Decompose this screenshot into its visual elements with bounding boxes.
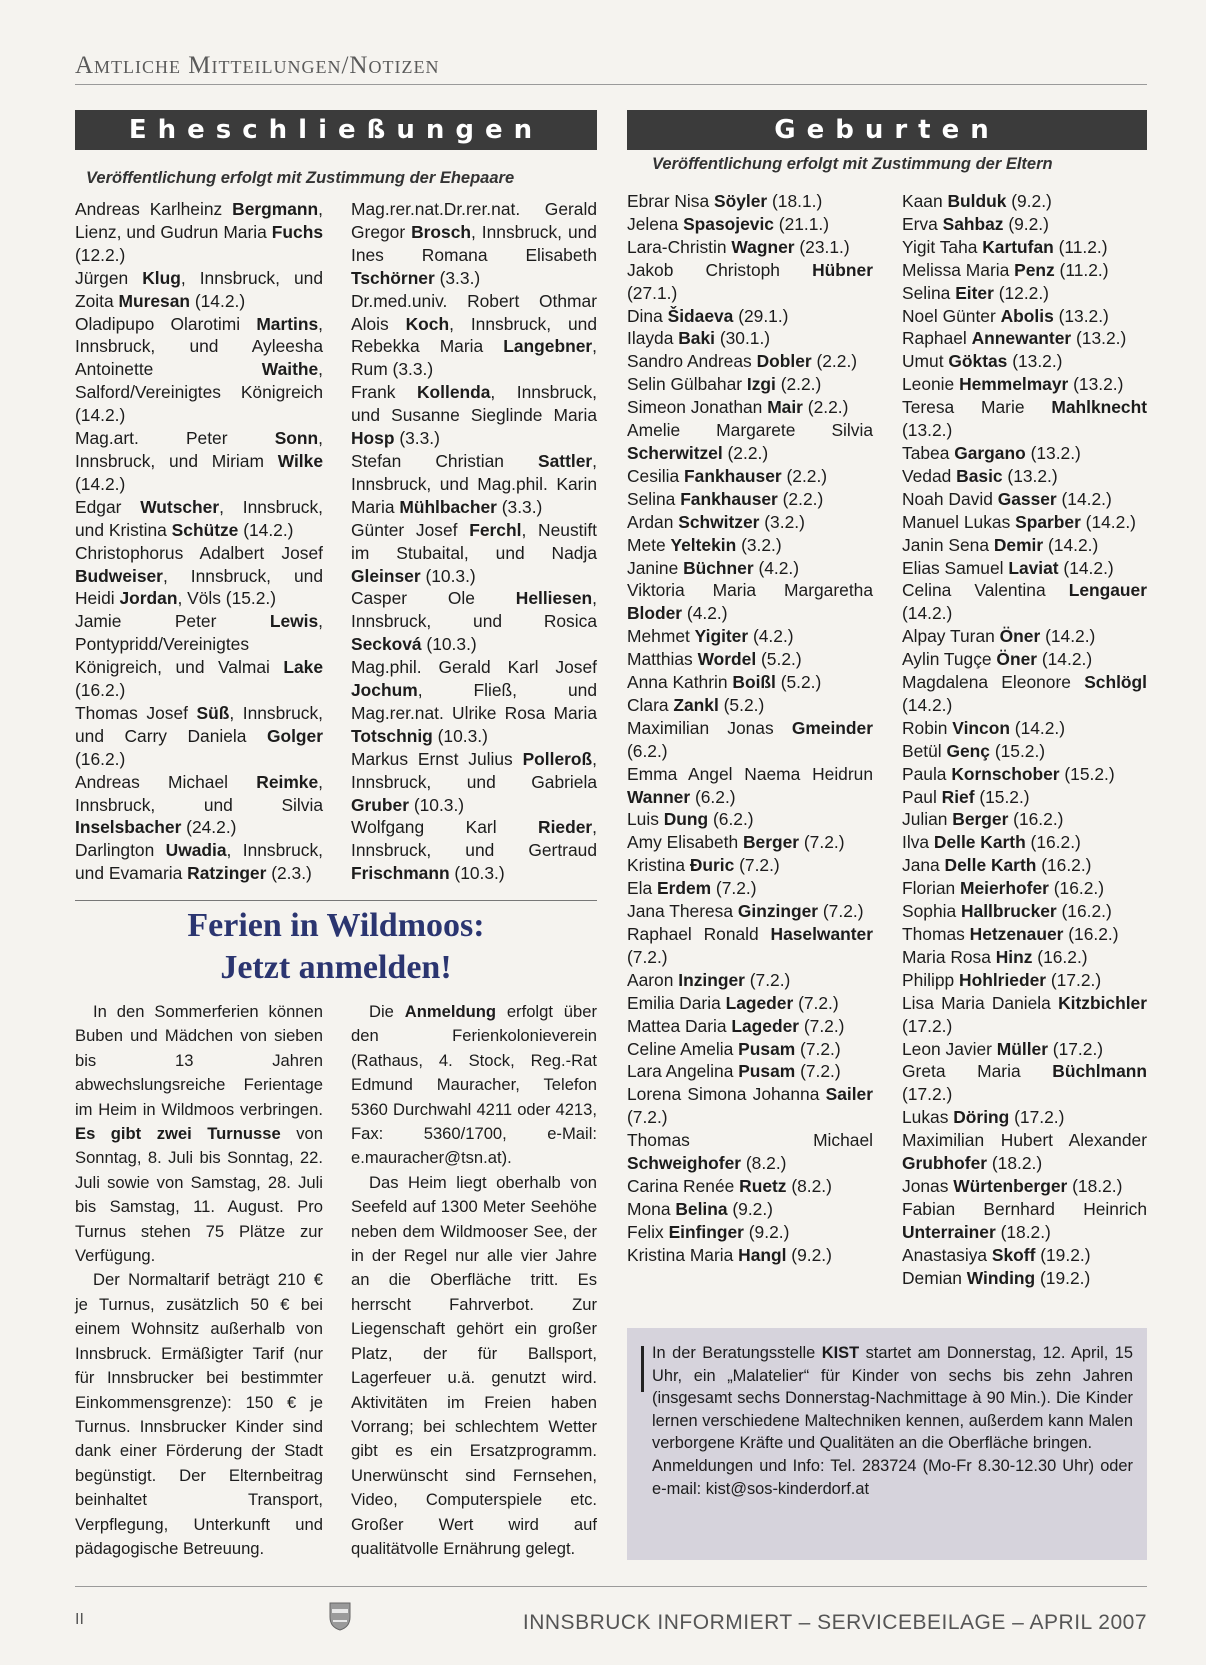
list-entry: Clara Zankl (5.2.) — [627, 694, 765, 715]
list-entry: Noel Günter Abolis (13.2.) — [902, 305, 1109, 326]
list-entry: Aaron Inzinger (7.2.) — [627, 969, 791, 990]
ferien-column-1 — [75, 1000, 323, 1561]
list-entry: Erva Sahbaz (9.2.) — [902, 213, 1049, 234]
list-entry: Thomas Hetzenauer (16.2.) — [902, 924, 1119, 944]
list-entry: Thomas Michael Schweighofer (8.2.) — [627, 1130, 873, 1174]
city-coat-of-arms-icon — [328, 1601, 352, 1631]
list-entry: Casper Ole Helliesen, Innsbruck, und Rosica Secková (10.3.) — [351, 588, 597, 655]
list-entry: Felix Einfinger (9.2.) — [627, 1221, 790, 1242]
list-entry: Mattea Daria Lageder (7.2.) — [627, 1015, 845, 1036]
list-entry: Magdalena Eleonore Schlögl (14.2.) — [902, 672, 1147, 715]
page-header: Amtliche Mitteilungen/Notizen — [75, 52, 1147, 85]
list-entry: Kristina Maria Hangl (9.2.) — [627, 1244, 832, 1265]
marriages-subtitle: Veröffentlichung erfolgt mit Zustimmung der Ehepaare — [86, 169, 515, 187]
list-entry: Simeon Jonathan Mair (2.2.) — [627, 397, 849, 418]
list-entry: Betül Genç (15.2.) — [902, 740, 1046, 761]
list-entry: Robin Vincon (14.2.) — [902, 717, 1066, 738]
publication-title: INNSBRUCK INFORMIERT – SERVICEBEILAGE – APRIL 2007 — [522, 1611, 1147, 1634]
list-entry: Ela Erdem (7.2.) — [627, 878, 757, 899]
list-entry: Maximilian Hubert Alexander Grubhofer (18.2.) — [902, 1130, 1147, 1174]
list-entry: Sophia Hallbrucker (16.2.) — [902, 901, 1112, 922]
list-entry: Celina Valentina Lengauer (14.2.) — [902, 580, 1147, 624]
list-entry: Maximilian Jonas Gmeinder (6.2.) — [627, 717, 873, 761]
marriages-column-1 — [75, 198, 323, 885]
kist-text: In der Beratungsstelle KIST startet am Donnerstag, 12. April, 15 Uhr, ein „Malatelier“ für Kinder von sechs bis zehn Jahren (insgesamt sechs Donnerstag-Nachmittage à 90 Min.). Die Kinder lernen verschiedene Maltechniken kennen, außerdem kann Malen verborgene Kräfte und Qualitäten an die Oberfläche bringen. — [652, 1344, 1133, 1453]
list-entry: Ilayda Baki (30.1.) — [627, 328, 771, 349]
list-entry: Aylin Tugçe Öner (14.2.) — [902, 649, 1093, 670]
list-entry: Cesilia Fankhauser (2.2.) — [627, 465, 828, 486]
list-entry: Matthias Wordel (5.2.) — [627, 649, 802, 670]
list-entry: Vedad Basic (13.2.) — [902, 465, 1058, 486]
list-entry: Ilva Delle Karth (16.2.) — [902, 832, 1081, 853]
list-entry: Emilia Daria Lageder (7.2.) — [627, 992, 839, 1013]
list-entry: Stefan Christian Sattler, Innsbruck, und Mag.phil. Karin Maria Mühlbacher (3.3.) — [351, 450, 597, 517]
list-entry: Oladipupo Olarotimi Martins, Innsbruck, und Ayleesha Antoinette Waithe, Salford/Vereinigtes Königreich (14.2.) — [75, 313, 323, 426]
list-entry: Andreas Karlheinz Bergmann, Lienz, und Gudrun Maria Fuchs (12.2.) — [75, 199, 323, 265]
births-banner: Geburten — [627, 110, 1147, 150]
list-entry: Fabian Bernhard Heinrich Unterrainer (18.2.) — [902, 1198, 1147, 1242]
list-entry: Lisa Maria Daniela Kitzbichler (17.2.) — [902, 992, 1147, 1036]
list-entry: Darlington Uwadia, Innsbruck, und Evamaria Ratzinger (2.3.) — [75, 840, 323, 884]
list-entry: Umut Göktas (13.2.) — [902, 351, 1063, 372]
kist-contact: Anmeldungen und Info: Tel. 283724 (Mo-Fr 8.30-12.30 Uhr) oder e-mail: kist@sos-kinderdorf.at — [652, 1456, 1133, 1498]
ferien-title — [75, 905, 597, 989]
list-entry: Wolfgang Karl Rieder, Innsbruck, und Gertraud Frischmann (10.3.) — [351, 817, 597, 884]
list-entry: Kaan Bulduk (9.2.) — [902, 191, 1052, 211]
list-entry: Raphael Ronald Haselwanter (7.2.) — [627, 924, 873, 967]
list-entry: Die Anmeldung erfolgt über den Ferienkolonieverein (Rathaus, 4. Stock, Reg.-Rat Edmund Mauracher, Telefon 5360 Durchwahl 4211 oder 4213, Fax: 5360/1700, e-Mail: e.mauracher@tsn.at). — [351, 1002, 597, 1168]
list-entry: Leon Javier Müller (17.2.) — [902, 1038, 1104, 1059]
list-entry: Florian Meierhofer (16.2.) — [902, 878, 1104, 899]
list-entry: Elias Samuel Laviat (14.2.) — [902, 557, 1114, 578]
list-entry: Jonas Würtenberger (18.2.) — [902, 1175, 1123, 1196]
list-entry: Amy Elisabeth Berger (7.2.) — [627, 832, 845, 853]
list-entry: Selina Eiter (12.2.) — [902, 282, 1049, 303]
list-entry: Ardan Schwitzer (3.2.) — [627, 511, 805, 532]
list-entry: Edgar Wutscher, Innsbruck, und Kristina Schütze (14.2.) — [75, 496, 323, 540]
marriages-banner: Eheschließungen — [75, 110, 597, 150]
list-entry: Mag.phil. Gerald Karl Josef Jochum, Fließ, und Mag.rer.nat. Ulrike Rosa Maria Totschnig (10.3.) — [351, 657, 597, 746]
list-entry: Mag.rer.nat.Dr.rer.nat. Gerald Gregor Brosch, Innsbruck, und Ines Romana Elisabeth Tschörner (3.3.) — [351, 199, 597, 288]
list-entry: Jürgen Klug, Innsbruck, und Zoita Muresan (14.2.) — [75, 267, 323, 311]
list-entry: Jana Delle Karth (16.2.) — [902, 855, 1092, 876]
list-entry: Der Normaltarif beträgt 210 € je Turnus, zusätzlich 50 € bei einem Wohnsitz außerhalb von Innsbruck. Ermäßigter Tarif (nur für Innsbrucker bei bestimmter Einkommensgrenze): 150 € je Turnus. Innsbrucker Kinder sind dank einer Förderung der Stadt begünstigt. Der Elternbeitrag beinhaltet Transport, Verpflegung, Unterkunft und pädagogische Betreuung. — [75, 1270, 323, 1558]
list-entry: Melissa Maria Penz (11.2.) — [902, 259, 1109, 280]
list-entry: Anna Kathrin Boißl (5.2.) — [627, 672, 822, 693]
list-entry: Carina Renée Ruetz (8.2.) — [627, 1175, 832, 1196]
list-entry: Ebrar Nisa Söyler (18.1.) — [627, 191, 823, 211]
list-entry: Greta Maria Büchlmann (17.2.) — [902, 1061, 1147, 1105]
list-entry: Lukas Döring (17.2.) — [902, 1107, 1065, 1128]
list-entry: Tabea Gargano (13.2.) — [902, 442, 1081, 463]
list-entry: Leonie Hemmelmayr (13.2.) — [902, 374, 1124, 395]
list-entry: Lara-Christin Wagner (23.1.) — [627, 236, 850, 257]
page-number: II — [75, 1611, 84, 1628]
list-entry: Alpay Turan Öner (14.2.) — [902, 626, 1096, 647]
list-entry: Janin Sena Demir (14.2.) — [902, 534, 1099, 555]
list-entry: Dina Šidaeva (29.1.) — [627, 305, 789, 326]
list-entry: Christophorus Adalbert Josef Budweiser, Innsbruck, und Heidi Jordan, Völs (15.2.) — [75, 542, 323, 609]
list-entry: Luis Dung (6.2.) — [627, 809, 754, 830]
list-entry: Günter Josef Ferchl, Neustift im Stubaital, und Nadja Gleinser (10.3.) — [351, 519, 597, 586]
list-entry: Sandro Andreas Dobler (2.2.) — [627, 351, 858, 372]
list-entry: Noah David Gasser (14.2.) — [902, 488, 1112, 509]
list-entry: Philipp Hohlrieder (17.2.) — [902, 969, 1102, 990]
list-entry: Yigit Taha Kartufan (11.2.) — [902, 236, 1108, 257]
list-entry: Mete Yeltekin (3.2.) — [627, 534, 782, 555]
list-entry: Paula Kornschober (15.2.) — [902, 763, 1115, 784]
list-entry: In den Sommerferien können Buben und Mädchen von sieben bis 13 Jahren abwechslungsreiche Ferientage im Heim in Wildmoos verbringen. Es gibt zwei Turnusse von Sonntag, 8. Juli bis Sonntag, 22. Juli sowie von Samstag, 28. Juli bis Samstag, 11. August. Pro Turnus stehen 75 Plätze zur Verfügung. — [75, 1002, 323, 1266]
list-entry: Jana Theresa Ginzinger (7.2.) — [627, 901, 864, 922]
list-entry: Lorena Simona Johanna Sailer (7.2.) — [627, 1084, 873, 1128]
list-entry: Das Heim liegt oberhalb von Seefeld auf 1300 Meter Seehöhe neben dem Wildmooser See, der in der Regel nur alle vier Jahre an die Oberfläche tritt. Es herrscht Fahrverbot. Zur Liegenschaft gehört ein großer Platz, der für Ballsport, Lagerfeuer u.ä. genutzt wird. Aktivitäten im Freien haben Vorrang; bei schlechtem Wetter gibt es ein Ersatzprogramm. Unerwünscht sind Fernsehen, Video, Computerspiele etc. Großer Wert wird auf qualitätvolle Ernährung gelegt. — [351, 1172, 597, 1558]
births-column-1 — [627, 190, 873, 1267]
list-entry: Markus Ernst Julius Polleroß, Innsbruck, und Gabriela Gruber (10.3.) — [351, 748, 597, 815]
list-entry: Julian Berger (16.2.) — [902, 809, 1064, 830]
list-entry: Teresa Marie Mahlknecht (13.2.) — [902, 397, 1147, 441]
list-entry: Janine Büchner (4.2.) — [627, 557, 800, 578]
births-subtitle: Veröffentlichung erfolgt mit Zustimmung der Eltern — [652, 155, 1053, 173]
kist-accent-bar — [641, 1346, 644, 1392]
ferien-column-2 — [351, 1000, 597, 1561]
marriages-column-2 — [351, 198, 597, 885]
article-divider — [75, 900, 597, 901]
list-entry: Jakob Christoph Hübner (27.1.) — [627, 259, 873, 303]
ferien-title-line-1: Ferien in Wildmoos: — [187, 907, 485, 944]
list-entry: Amelie Margarete Silvia Scherwitzel (2.2.) — [627, 420, 873, 463]
list-entry: Frank Kollenda, Innsbruck, und Susanne Sieglinde Maria Hosp (3.3.) — [351, 382, 597, 449]
list-entry: Raphael Annewanter (13.2.) — [902, 328, 1127, 349]
list-entry: Kristina Đuric (7.2.) — [627, 855, 780, 876]
list-entry: Jamie Peter Lewis, Pontypridd/Vereinigtes Königreich, und Valmai Lake (16.2.) — [75, 611, 323, 701]
list-entry: Anastasiya Skoff (19.2.) — [902, 1244, 1091, 1265]
list-entry: Celine Amelia Pusam (7.2.) — [627, 1038, 841, 1059]
kist-info-box — [627, 1328, 1147, 1560]
list-entry: Selina Fankhauser (2.2.) — [627, 488, 824, 509]
list-entry: Mona Belina (9.2.) — [627, 1198, 773, 1219]
list-entry: Emma Angel Naema Heidrun Wanner (6.2.) — [627, 763, 873, 807]
list-entry: Dr.med.univ. Robert Othmar Alois Koch, Innsbruck, und Rebekka Maria Langebner, Rum (3.3.) — [351, 290, 597, 380]
list-entry: Lara Angelina Pusam (7.2.) — [627, 1061, 841, 1082]
list-entry: Manuel Lukas Sparber (14.2.) — [902, 511, 1136, 532]
ferien-title-line-2: Jetzt anmelden! — [220, 949, 452, 986]
list-entry: Paul Rief (15.2.) — [902, 786, 1030, 807]
list-entry: Andreas Michael Reimke, Innsbruck, und Silvia Inselsbacher (24.2.) — [75, 771, 323, 838]
list-entry: Mag.art. Peter Sonn, Innsbruck, und Miriam Wilke (14.2.) — [75, 428, 323, 494]
list-entry: Selin Gülbahar Izgi (2.2.) — [627, 374, 822, 395]
births-column-2 — [902, 190, 1147, 1290]
footer — [75, 1586, 1147, 1634]
list-entry: Viktoria Maria Margaretha Bloder (4.2.) — [627, 580, 873, 624]
list-entry: Mehmet Yigiter (4.2.) — [627, 626, 794, 647]
list-entry: Demian Winding (19.2.) — [902, 1267, 1091, 1288]
list-entry: Maria Rosa Hinz (16.2.) — [902, 946, 1088, 967]
list-entry: Thomas Josef Süß, Innsbruck, und Carry Daniela Golger (16.2.) — [75, 702, 323, 769]
list-entry: Jelena Spasojevic (21.1.) — [627, 213, 830, 234]
